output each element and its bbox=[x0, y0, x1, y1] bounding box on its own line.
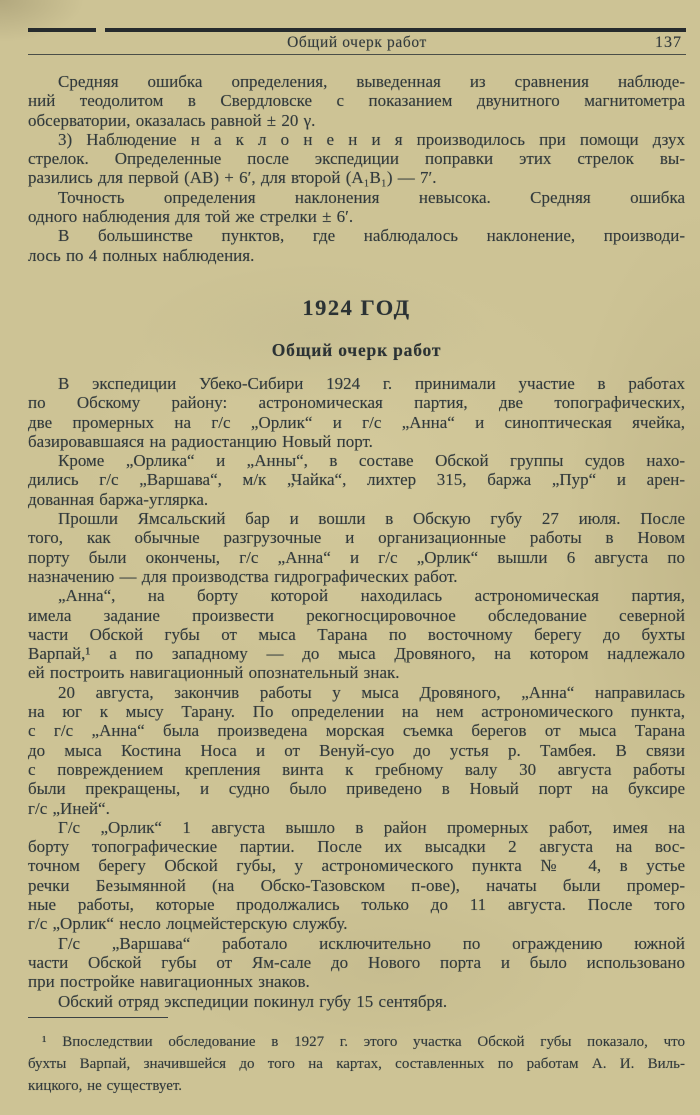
text-line: были прекращены, и судно было приведено в Новый порт на буксире bbox=[28, 779, 685, 799]
text-line: г/с „Иней“. bbox=[28, 798, 110, 818]
text-line: Кроме „Орлика“ и „Анны“, в составе Обской группы судов нахо- bbox=[58, 451, 685, 471]
text-line: г/с „Орлик“ несло лоцмейстерскую службу. bbox=[28, 914, 348, 934]
text-line: лось по 4 полных наблюдения. bbox=[28, 245, 255, 265]
text-line: базировавшаяся на радиостанцию Новый порт. bbox=[28, 431, 373, 451]
header-rule-thin bbox=[28, 54, 686, 55]
text-line: разились для первой (AB) + 6′, для второй (A₁B₁) — 7′. bbox=[28, 168, 437, 188]
text-line: назначению — для производства гидрографических работ. bbox=[28, 566, 458, 586]
body-section-magnetic-observations bbox=[28, 72, 685, 265]
text-line: Прошли Ямсальский бар и вошли в Обскую губу 27 июля. После bbox=[58, 509, 685, 529]
running-header bbox=[28, 28, 686, 55]
paragraph bbox=[28, 818, 685, 934]
paragraph bbox=[28, 188, 685, 227]
paragraph bbox=[28, 226, 685, 265]
paragraph bbox=[28, 509, 685, 586]
text-line: 3) Наблюдение н а к л о н е н и я производилось при помощи дзух bbox=[58, 129, 685, 149]
text-line: ¹ Впоследствии обследование в 1927 г. этого участка Обской губы показало, что bbox=[42, 1034, 685, 1050]
text-line: борту топографические партии. После их высадки 2 августа на вос- bbox=[28, 837, 685, 857]
text-line: Г/с „Варшава“ работало исключительно по ограждению южной bbox=[58, 933, 685, 953]
page-number: 137 bbox=[655, 33, 682, 51]
text-line: ные работы, которые продолжались только до 11 августа. После того bbox=[28, 895, 685, 915]
footnote bbox=[28, 1031, 685, 1097]
text-line: по Обскому району: астрономическая партия, две топографических, bbox=[28, 393, 685, 413]
paragraph bbox=[28, 586, 685, 682]
text-line: дились г/с „Варшава“, м/к „Чайка“, лихтер 315, баржа „Пур“ и арен- bbox=[28, 470, 685, 490]
text-line: обсерватории, оказалась равной ± 20 γ. bbox=[28, 110, 316, 130]
text-line: Точность определения наклонения невысока. Средняя ошибка bbox=[58, 187, 685, 207]
running-header-row bbox=[28, 33, 686, 53]
text-line: В экспедиции Убеко-Сибири 1924 г. принимали участие в работах bbox=[58, 374, 685, 393]
text-line: речки Безымянной (на Обско-Тазовском п-ове), начаты были промер- bbox=[28, 875, 685, 895]
text-line: при постройке навигационных знаков. bbox=[28, 972, 310, 992]
text-line: до мыса Костина Носа и от Венуй-суо до устья р. Тамбея. В связи bbox=[28, 740, 685, 760]
text-line: части Обской губы от мыса Тарана по восточному берегу до бухты bbox=[28, 624, 685, 644]
text-line: В большинстве пунктов, где наблюдалось наклонение, производи- bbox=[58, 226, 685, 246]
paragraph bbox=[28, 72, 685, 130]
text-line: части Обской губы от Ям-сале до Нового порта и было использовано bbox=[28, 952, 685, 972]
text-line: Средняя ошибка определения, выведенная из сравнения наблюде- bbox=[58, 72, 685, 91]
text-line: кицкого, не существует. bbox=[28, 1078, 183, 1094]
text-line: Обский отряд экспедиции покинул губу 15 сентября. bbox=[58, 991, 448, 1011]
text-line: ей построить навигационный опознательный знак. bbox=[28, 663, 400, 683]
text-line: ний теодолитом в Свердловске с показанием двунитного магнитометра bbox=[28, 91, 685, 111]
body-section-1924-overview bbox=[28, 374, 685, 1011]
text-line: с г/с „Анна“ была произведена морская съемка берегов от мыса Тарана bbox=[28, 721, 685, 741]
paragraph bbox=[28, 992, 685, 1011]
header-rule-thick bbox=[28, 28, 686, 32]
text-line: „Анна“, на борту которой находилась астрономическая партия, bbox=[58, 586, 685, 606]
paragraph bbox=[28, 1031, 685, 1097]
text-line: Варпай,¹ а по западному — до мыса Дровяного, на котором надлежало bbox=[28, 644, 685, 664]
paragraph bbox=[28, 374, 685, 451]
paragraph bbox=[28, 934, 685, 992]
paragraph bbox=[28, 683, 685, 818]
text-line: бухты Варпай, значившейся до того на картах, составленных по работам А. И. Виль- bbox=[28, 1056, 685, 1072]
text-line: дованная баржа-углярка. bbox=[28, 489, 209, 509]
text-line: 20 августа, закончив работы у мыса Дровяного, „Анна“ направилась bbox=[58, 682, 685, 702]
section-heading: Общий очерк работ bbox=[271, 340, 442, 360]
text-line: того, как обычные разгрузочные и организационные работы в Новом bbox=[28, 528, 685, 548]
text-line: имела задание произвести рекогносцировочное обследование северной bbox=[28, 605, 685, 625]
text-line: стрелок. Определенные после экспедиции поправки этих стрелок вы- bbox=[28, 149, 685, 169]
text-line: порту были окончены, г/с „Анна“ и г/с „Орлик“ вышли 6 августа по bbox=[28, 547, 685, 567]
year-heading: 1924 ГОД bbox=[302, 295, 411, 320]
text-line: две промерных на г/с „Орлик“ и г/с „Анна“ и синоптическая ячейка, bbox=[28, 412, 685, 432]
running-title: Общий очерк работ bbox=[287, 33, 427, 51]
paragraph bbox=[28, 130, 685, 188]
text-line: с повреждением крепления винта к гребному валу 30 августа работы bbox=[28, 759, 685, 779]
text-line: Г/с „Орлик“ 1 августа вышло в район промерных работ, имея на bbox=[58, 817, 685, 837]
footnote-rule bbox=[28, 1017, 168, 1018]
text-line: на юг к мысу Тарану. По определении на нем астрономического пункта, bbox=[28, 702, 685, 722]
text-line: точном берегу Обской губы, у астрономического пункта № 4, в устье bbox=[28, 856, 685, 876]
paragraph bbox=[28, 451, 685, 509]
text-line: одного наблюдения для той же стрелки ± 6′. bbox=[28, 207, 354, 227]
